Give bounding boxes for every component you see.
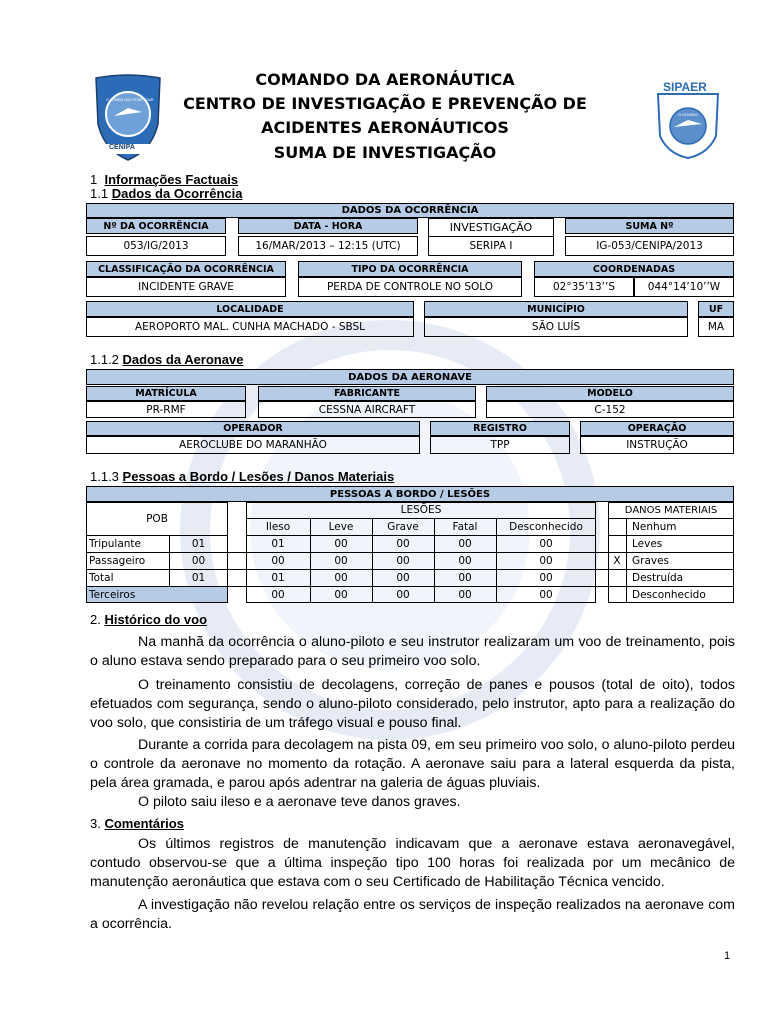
ocorrencia-uf-header: UF bbox=[698, 301, 734, 317]
ocorrencia-uf-value: MA bbox=[698, 317, 734, 337]
page-number: 1 bbox=[724, 950, 731, 962]
aeronave-oper-value: INSTRUÇÃO bbox=[580, 436, 734, 454]
header-line-4: SUMA DE INVESTIGAÇÃO bbox=[273, 143, 497, 162]
row-desconhecido: 00 bbox=[539, 537, 553, 550]
lesoes-col-ileso: Ileso bbox=[265, 520, 291, 533]
ocorrencia-tipo-header: TIPO DA OCORRÊNCIA bbox=[298, 261, 522, 277]
sipaer-logo bbox=[656, 80, 720, 160]
dano-nenhum: Nenhum bbox=[632, 520, 677, 533]
section-1-1-3-heading: 1.1.3 Pessoas a Bordo / Lesões / Danos Materiais bbox=[90, 469, 395, 484]
section-2-heading: 2. Histórico do voo bbox=[90, 612, 208, 627]
row-grave: 00 bbox=[396, 588, 410, 601]
row-pob: 01 bbox=[191, 571, 206, 584]
dano-mark bbox=[608, 535, 626, 552]
comentarios-paragraph-1: Os últimos registros de manutenção indicavam que a aeronave estava aeronavegável, contudo observou-se que a última inspeção tipo 100 horas foi realizada por um mecânico de manutenção aeronáutica que estava com o seu Certificado de Habilitação Técnica vencido. bbox=[90, 836, 735, 890]
ocorrencia-invest-header: INVESTIGAÇÃO bbox=[428, 218, 554, 237]
section-1-1-2-heading: 1.1.2 Dados da Aeronave bbox=[90, 352, 244, 367]
row-leve: 00 bbox=[334, 537, 348, 550]
ocorrencia-lat-value: 02°35’13’’S bbox=[534, 277, 634, 297]
ocorrencia-local-value: AEROPORTO MAL. CUNHA MACHADO - SBSL bbox=[86, 317, 414, 337]
aeronave-reg-header: REGISTRO bbox=[430, 421, 570, 436]
row-fatal: 00 bbox=[458, 537, 472, 550]
dano-label: Desconhecido bbox=[632, 588, 706, 601]
historico-paragraph-3: Durante a corrida para decolagem na pista 09, em seu primeiro voo solo, o aluno-piloto perdeu o controle da aeronave no momento da rotação. A aeronave saiu para a lateral esquerda da pista, pela área gramada, e parou após adentrar na galeria de águas pluviais. bbox=[90, 737, 735, 791]
ocorrencia-class-value: INCIDENTE GRAVE bbox=[86, 277, 286, 297]
comentarios-paragraph-2: A investigação não revelou relação entre os serviços de inspeção realizados na aeronave com a ocorrência. bbox=[90, 897, 735, 932]
aeronave-mat-value: PR-RMF bbox=[86, 401, 246, 418]
ocorrencia-suma-value: IG-053/CENIPA/2013 bbox=[565, 236, 734, 256]
ocorrencia-suma-header: SUMA Nº bbox=[565, 218, 734, 234]
pessoas-title: PESSOAS A BORDO / LESÕES bbox=[86, 486, 734, 502]
row-grave: 00 bbox=[396, 537, 410, 550]
ocorrencia-data-header: DATA - HORA bbox=[238, 218, 418, 234]
row-fatal: 00 bbox=[458, 554, 472, 567]
ocorrencia-mun-value: SÃO LUÍS bbox=[424, 317, 688, 337]
dano-mark: X bbox=[613, 554, 621, 567]
sipaer-logo-text: SIPAER bbox=[663, 80, 707, 94]
header-line-3: ACIDENTES AERONÁUTICOS bbox=[261, 118, 509, 137]
ocorrencia-num-value: 053/IG/2013 bbox=[86, 236, 226, 256]
row-fatal: 00 bbox=[458, 571, 472, 584]
header-line-1: COMANDO DA AERONÁUTICA bbox=[255, 70, 515, 89]
row-fatal: 00 bbox=[458, 588, 472, 601]
aeronave-mod-header: MODELO bbox=[486, 386, 734, 401]
ocorrencia-coord-header: COORDENADAS bbox=[534, 261, 734, 277]
cenipa-logo-text: CENIPA bbox=[109, 144, 135, 151]
dano-label: Leves bbox=[632, 537, 663, 550]
pessoas-table bbox=[86, 502, 734, 603]
ocorrencia-local-header: LOCALIDADE bbox=[86, 301, 414, 317]
section-1-heading: 1 Informações Factuais bbox=[90, 172, 239, 187]
historico-paragraph-4: O piloto saiu ileso e a aeronave teve danos graves. bbox=[138, 794, 461, 810]
aeronave-fab-header: FABRICANTE bbox=[258, 386, 476, 401]
ocorrencia-data-value: 16/MAR/2013 – 12:15 (UTC) bbox=[238, 236, 418, 256]
row-grave: 00 bbox=[396, 554, 410, 567]
aeronave-mat-header: MATRÍCULA bbox=[86, 386, 246, 401]
lesoes-col-desconhecido: Desconhecido bbox=[509, 520, 583, 533]
row-desconhecido: 00 bbox=[539, 588, 553, 601]
row-grave: 00 bbox=[396, 571, 410, 584]
ocorrencia-num-header: Nº DA OCORRÊNCIA bbox=[86, 218, 226, 234]
row-label: Passageiro bbox=[89, 554, 146, 567]
section-1-1-heading: 1.1 Dados da Ocorrência bbox=[90, 186, 243, 201]
ocorrencia-mun-header: MUNICÍPIO bbox=[424, 301, 688, 317]
ocorrencia-title: DADOS DA OCORRÊNCIA bbox=[86, 203, 734, 218]
dano-label: Graves bbox=[632, 554, 670, 567]
lesoes-header: LESÕES bbox=[400, 504, 442, 516]
row-leve: 00 bbox=[334, 588, 348, 601]
dano-mark bbox=[608, 569, 626, 586]
row-ileso: 00 bbox=[271, 588, 285, 601]
cenipa-logo-motto: O HOMEM QUE PODE VOAR bbox=[106, 98, 154, 102]
aeronave-title: DADOS DA AERONAVE bbox=[86, 369, 734, 385]
row-ileso: 01 bbox=[271, 537, 285, 550]
row-pob: 01 bbox=[191, 537, 206, 550]
row-label: Total bbox=[89, 571, 114, 584]
row-leve: 00 bbox=[334, 571, 348, 584]
dano-label: Destruída bbox=[632, 571, 684, 584]
pob-header: POB bbox=[146, 512, 168, 525]
row-label: Terceiros bbox=[89, 588, 136, 601]
header-line-2: CENTRO DE INVESTIGAÇÃO E PREVENÇÃO DE bbox=[183, 94, 587, 113]
lesoes-col-leve: Leve bbox=[328, 520, 354, 533]
aeronave-op-header: OPERADOR bbox=[86, 421, 420, 436]
aeronave-fab-value: CESSNA AIRCRAFT bbox=[258, 401, 476, 418]
aeronave-reg-value: TPP bbox=[430, 436, 570, 454]
row-desconhecido: 00 bbox=[539, 571, 553, 584]
aeronave-mod-value: C-152 bbox=[486, 401, 734, 418]
ocorrencia-tipo-value: PERDA DE CONTROLE NO SOLO bbox=[298, 277, 522, 297]
section-3-heading: 3. Comentários bbox=[90, 816, 184, 831]
sipaer-logo-motto: O HOMEM bbox=[678, 112, 698, 117]
historico-paragraph-1: Na manhã da ocorrência o aluno-piloto e seu instrutor realizaram um voo de treinamento, pois o aluno estava sendo preparado para o seu primeiro voo solo. bbox=[90, 634, 735, 669]
aeronave-oper-header: OPERAÇÃO bbox=[580, 421, 734, 436]
ocorrencia-lon-value: 044°14’10’’W bbox=[634, 277, 734, 297]
lesoes-col-grave: Grave bbox=[387, 520, 419, 533]
ocorrencia-invest-value: SERIPA I bbox=[428, 236, 554, 256]
ocorrencia-class-header: CLASSIFICAÇÃO DA OCORRÊNCIA bbox=[86, 261, 286, 277]
row-desconhecido: 00 bbox=[539, 554, 553, 567]
historico-paragraph-2: O treinamento consistiu de decolagens, correção de panes e pousos (total de oito), todos efetuados com segurança, sendo o aluno-piloto considerado, pelo instrutor, apto para a realização do voo solo, que consistiria de um tráfego visual e pouso final. bbox=[90, 677, 735, 731]
row-ileso: 01 bbox=[271, 571, 285, 584]
row-pob: 00 bbox=[191, 554, 206, 567]
row-label: Tripulante bbox=[89, 537, 142, 550]
danos-header: DANOS MATERIAIS bbox=[624, 504, 718, 516]
row-leve: 00 bbox=[334, 554, 348, 567]
aeronave-op-value: AEROCLUBE DO MARANHÃO bbox=[86, 436, 420, 454]
row-ileso: 00 bbox=[271, 554, 285, 567]
lesoes-col-fatal: Fatal bbox=[452, 520, 478, 533]
